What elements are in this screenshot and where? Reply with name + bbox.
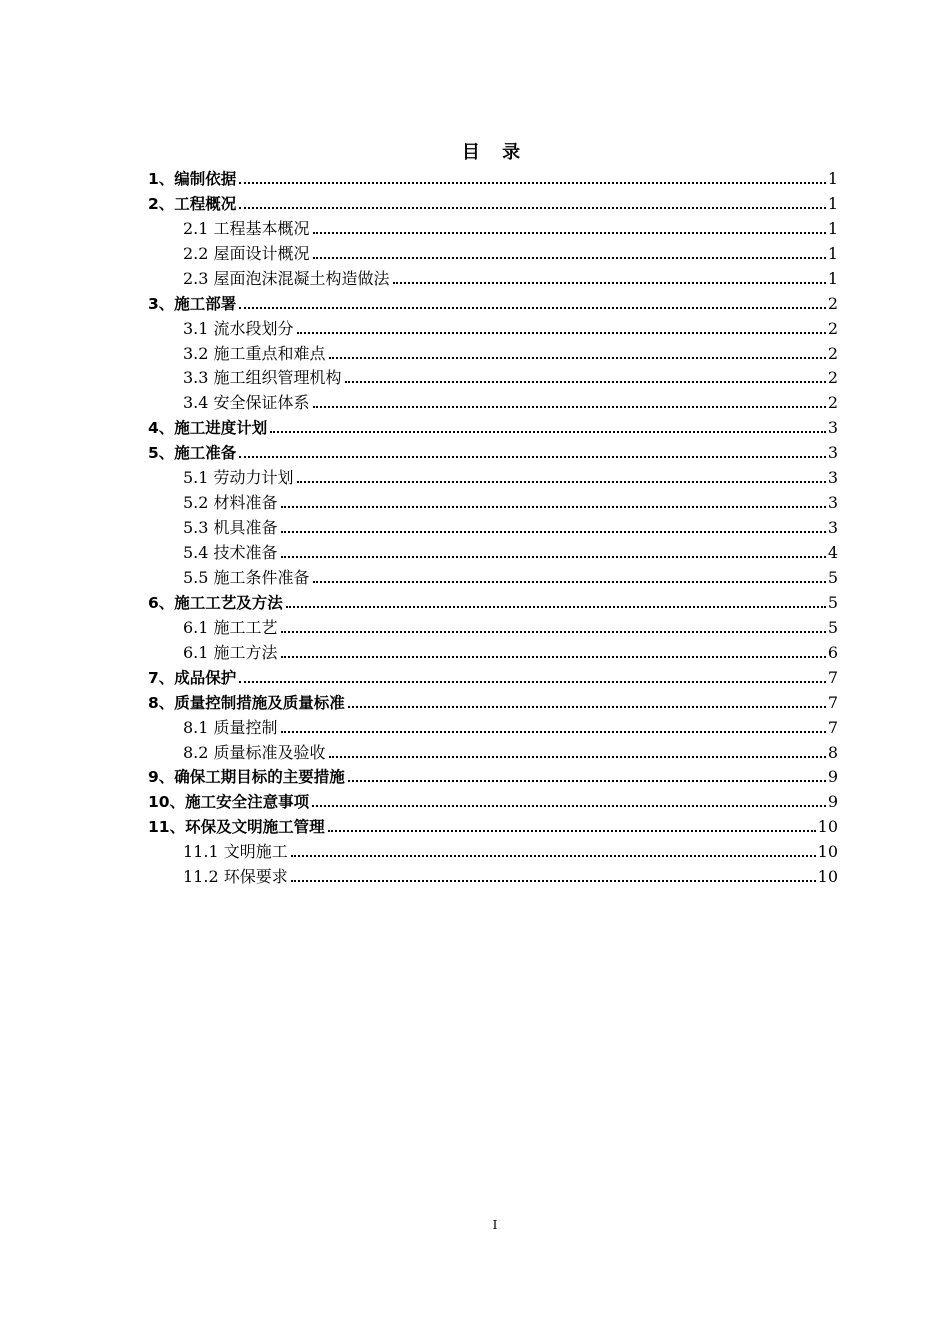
dot-leader [348,779,826,782]
toc-entry[interactable] [148,387,838,412]
toc-entry[interactable] [148,263,838,288]
toc-entry[interactable] [148,811,838,836]
toc-entry[interactable] [148,188,838,213]
toc-entry-label: 6.1 施工方法 [183,642,278,662]
dot-leader [239,306,826,309]
dot-leader [270,430,826,433]
toc-entry-page: 2 [827,343,838,363]
toc-entry-label: 10、施工安全注意事项 [148,793,310,812]
toc-entry-label: 8、质量控制措施及质量标准 [148,693,345,712]
toc-entry-label: 4、施工进度计划 [148,419,268,438]
dot-leader [291,854,816,857]
toc-entry[interactable] [148,562,838,587]
dot-leader [313,580,826,583]
dot-leader [286,605,826,608]
toc-entry[interactable] [148,412,838,437]
toc-entry-page: 2 [827,393,838,413]
dot-leader [239,206,826,209]
toc-entry-page: 1 [827,168,838,188]
toc-entry-page: 10 [817,842,838,862]
toc-entry-label: 6、施工工艺及方法 [148,593,283,612]
toc-entry[interactable] [148,487,838,512]
toc-entry[interactable] [148,637,838,662]
table-of-contents [148,163,838,886]
toc-entry[interactable] [148,288,838,313]
dot-leader [312,804,826,807]
toc-entry-label: 5.2 材料准备 [183,493,278,513]
toc-entry[interactable] [148,213,838,238]
toc-entry-label: 2.2 屋面设计概况 [183,243,310,263]
toc-entry-label: 6.1 施工工艺 [183,617,278,637]
toc-entry[interactable] [148,537,838,562]
toc-entry-page: 4 [827,543,838,562]
toc-entry-page: 1 [827,268,838,288]
dot-leader [281,730,826,733]
toc-entry-page: 5 [827,617,838,637]
dot-leader [239,181,826,184]
toc-entry-page: 2 [827,318,838,338]
toc-entry-page: 1 [827,218,838,238]
dot-leader [348,705,826,708]
toc-entry-page: 3 [827,493,838,513]
toc-entry[interactable] [148,163,838,188]
toc-entry-label: 2.3 屋面泡沫混凝土构造做法 [183,268,390,288]
toc-entry-label: 5.5 施工条件准备 [183,567,310,587]
toc-entry[interactable] [148,313,838,338]
toc-entry-page: 10 [817,867,838,887]
dot-leader [281,530,826,533]
toc-entry-page: 5 [827,592,838,612]
toc-entry-label: 5.4 技术准备 [183,543,278,562]
toc-title: 目 录 [461,142,529,163]
toc-entry[interactable] [148,363,838,388]
dot-leader [313,256,826,259]
toc-entry-label: 2、工程概况 [148,194,237,213]
toc-entry[interactable] [148,786,838,811]
toc-entry-label: 7、成品保护 [148,668,237,687]
toc-entry-label: 8.1 质量控制 [183,717,278,737]
toc-entry-label: 11.2 环保要求 [183,867,288,887]
dot-leader [313,405,826,408]
dot-leader [281,655,826,658]
toc-entry[interactable] [148,512,838,537]
toc-entry-page: 5 [827,567,838,587]
toc-entry-label: 5.3 机具准备 [183,518,278,538]
toc-entry-label: 3、施工部署 [148,294,237,313]
toc-entry-page: 1 [827,243,838,263]
dot-leader [239,455,826,458]
toc-entry[interactable] [148,662,838,687]
page-number: I [492,1218,498,1232]
dot-leader [297,331,826,334]
toc-entry[interactable] [148,437,838,462]
toc-entry-label: 8.2 质量标准及验收 [183,742,326,762]
toc-entry-page: 3 [827,518,838,538]
toc-entry-page: 3 [827,418,838,438]
toc-entry-label: 11.1 文明施工 [183,842,288,862]
dot-leader [239,680,826,683]
dot-leader [281,555,826,558]
toc-entry-label: 3.4 安全保证体系 [183,393,310,413]
toc-entry-page: 1 [827,193,838,213]
dot-leader [345,380,826,383]
dot-leader [281,505,826,508]
toc-entry-page: 8 [827,742,838,762]
dot-leader [329,755,826,758]
toc-entry-page: 3 [827,443,838,463]
toc-entry[interactable] [148,836,838,861]
toc-entry-page: 6 [827,642,838,662]
dot-leader [313,231,826,234]
toc-entry[interactable] [148,762,838,787]
toc-entry[interactable] [148,238,838,263]
toc-entry-label: 3.3 施工组织管理机构 [183,368,342,388]
toc-entry[interactable] [148,712,838,737]
toc-entry[interactable] [148,462,838,487]
toc-entry-page: 9 [827,767,838,787]
toc-entry-label: 2.1 工程基本概况 [183,218,310,238]
toc-entry-page: 3 [827,468,838,488]
toc-entry[interactable] [148,737,838,762]
toc-entry-page: 2 [827,293,838,313]
dot-leader [297,480,826,483]
toc-entry-page: 7 [827,717,838,737]
toc-entry-page: 10 [817,817,838,837]
toc-entry[interactable] [148,612,838,637]
dot-leader [328,829,816,832]
toc-entry-page: 2 [827,368,838,388]
toc-entry-label: 3.2 施工重点和难点 [183,343,326,363]
toc-entry-label: 9、确保工期目标的主要措施 [148,768,345,787]
toc-entry-page: 7 [827,692,838,712]
dot-leader [291,879,816,882]
dot-leader [281,630,826,633]
toc-entry[interactable] [148,861,838,886]
toc-entry-label: 5.1 劳动力计划 [183,468,294,488]
toc-entry[interactable] [148,338,838,363]
dot-leader [329,356,826,359]
toc-entry[interactable] [148,587,838,612]
toc-entry-label: 3.1 流水段划分 [183,318,294,338]
toc-entry-label: 5、施工准备 [148,444,237,463]
toc-entry[interactable] [148,687,838,712]
toc-entry-page: 9 [827,792,838,812]
toc-entry-label: 11、环保及文明施工管理 [148,818,325,837]
toc-entry-page: 7 [827,667,838,687]
dot-leader [393,281,826,284]
toc-entry-label: 1、编制依据 [148,169,237,188]
